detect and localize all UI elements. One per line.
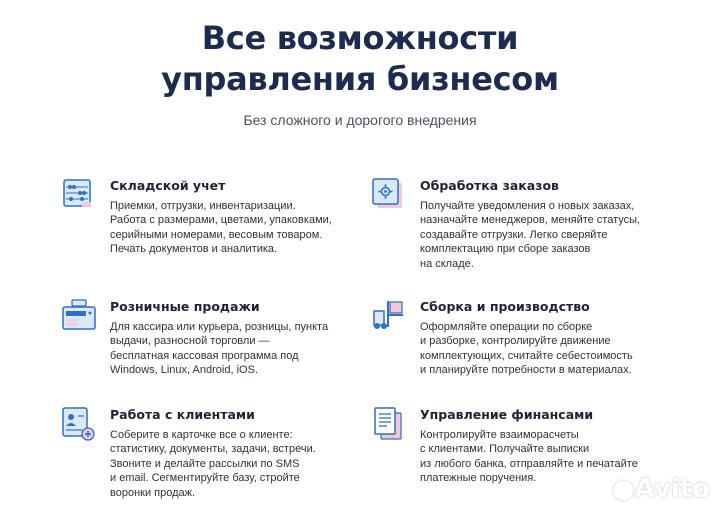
avito-logo-icon: ● xyxy=(611,474,635,504)
page-subtitle: Без сложного и дорогого внедрения xyxy=(243,112,477,128)
feature-title: Сборка и производство xyxy=(420,299,590,314)
page-title-line-2: управления бизнесом xyxy=(161,60,559,98)
feature-title: Обработка заказов xyxy=(420,178,559,193)
order-gear-icon xyxy=(372,178,408,214)
page-title-line-1: Все возможности xyxy=(201,19,519,57)
feature-description: Для кассира или курьера, розницы, пункта выдачи, разносной торговли — бесплатная кассовая программа под Windows, Linux, Android, iOS. xyxy=(110,321,329,377)
documents-icon xyxy=(372,407,408,443)
page-title xyxy=(0,18,720,100)
client-card-icon xyxy=(62,407,98,443)
feature-title: Управление финансами xyxy=(420,407,594,422)
forklift-icon xyxy=(372,299,408,335)
feature-title: Розничные продажи xyxy=(110,299,260,314)
feature-description: Оформляйте операции по сборке и разборке, контролируйте движение комплектующих, считайте себестоимость и планируйте потребности в материалах. xyxy=(420,321,633,377)
feature-title: Складской учет xyxy=(110,178,226,193)
feature-description: Соберите в карточке все о клиенте: статистику, документы, задачи, встречи. Звоните и делайте рассылки по SMS и email. Сегментируйте базу, стройте воронки продаж. xyxy=(110,429,316,499)
cash-register-icon xyxy=(62,299,98,335)
feature-description: Получайте уведомления о новых заказах, назначайте менеджеров, меняйте статусы, создавайте отгрузки. Легко сверяйте комплектацию при сборе заказов на складе. xyxy=(420,200,641,270)
avito-watermark: ●Avito xyxy=(611,474,710,504)
abacus-icon xyxy=(62,178,98,214)
feature-description: Приемки, отгрузки, инвентаризации. Работа с размерами, цветами, упаковками, серийными номерами, весовым товаром. Печать документов и аналитика. xyxy=(110,200,332,256)
feature-title: Работа с клиентами xyxy=(110,407,255,422)
feature-description: Контролируйте взаиморасчеты с клиентами. Получайте выписки из любого банка, отправляйте и печатайте платежные поручения. xyxy=(420,429,638,485)
